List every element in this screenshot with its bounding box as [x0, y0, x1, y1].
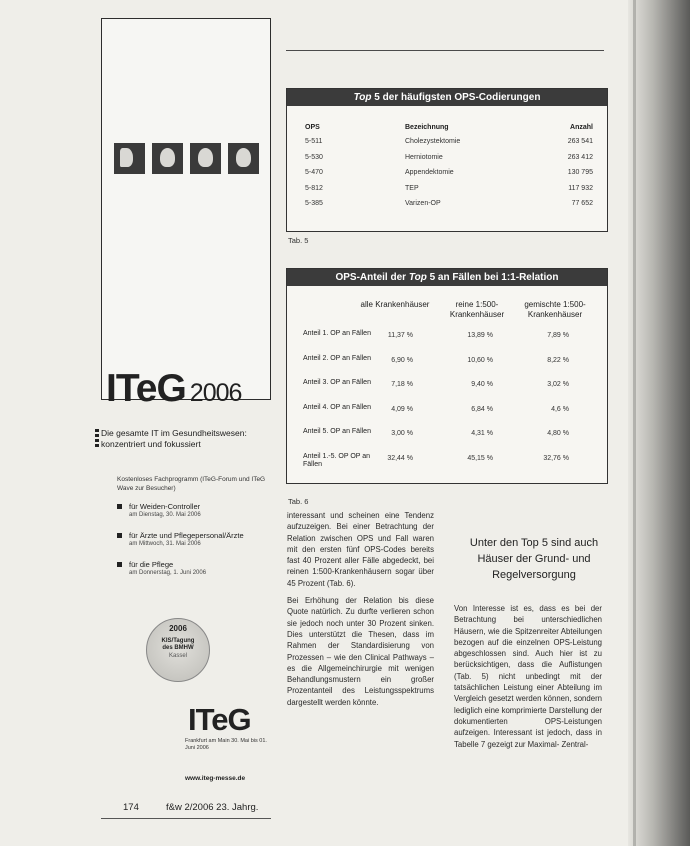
portrait-icons [114, 143, 259, 174]
portrait-icon [152, 143, 183, 174]
table-row: 5-511 Cholezystektomie 263 541 [305, 138, 593, 145]
table-caption: Tab. 5 [288, 236, 309, 245]
table-row: Anteil 4. OP an Fällen 4,09 % 6,84 % 4,6 % [303, 403, 569, 413]
table-row: Anteil 5. OP an Fällen 3,00 % 4,31 % 4,80 % [303, 428, 569, 437]
table-header-row: alle Krankenhäuser reine 1:500-Krankenhäuser gemischte 1:500-Krankenhäuser [360, 300, 586, 319]
table-row: 5-530 Herniotomie 263 412 [305, 153, 593, 161]
iteg-logo-secondary: ITeG [188, 702, 251, 737]
table-ops-share [286, 268, 608, 484]
table-row: Anteil 1.-5. OP OP an Fällen 32,44 % 45,15 % 32,76 % [303, 452, 569, 468]
advert-subtitle: Kostenloses Fachprogramm (ITeG-Forum und ITeG Wave zur Besucher) [117, 476, 266, 492]
table-row: Anteil 1. OP an Fällen 11,37 % 13,89 % 7,89 % [303, 330, 569, 339]
top-rule [286, 50, 604, 51]
conference-badge: 2006 KIS/Tagung des BMHW Kassel [146, 618, 210, 682]
section-heading: Unter den Top 5 sind auch Häuser der Grund- und Regelversorgung [469, 537, 599, 581]
table-title: OPS-Anteil der Top 5 an Fällen bei 1:1-Relation [287, 269, 607, 286]
table-row: 5-812 TEP 117 932 [305, 184, 593, 192]
table-caption: Tab. 6 [288, 497, 309, 506]
page-edge-shadow [628, 0, 690, 846]
session-list [117, 502, 277, 589]
portrait-icon [228, 143, 259, 174]
iteg-advert-box [101, 18, 271, 410]
paragraph: interessant und scheinen eine Tendenz aufzuzeigen. Bei einer Betrachtung der Relation zwischen OPS und Fall waren mit den ersten fünf OPS-Codes bereits fast 40 Prozent aller Fälle abgedeckt, bei reinen 1:500-Krankenhäusern sogar über 45 Prozent (Tab. 6). [287, 511, 434, 588]
table-top5-ops [286, 88, 608, 232]
portrait-icon [190, 143, 221, 174]
advert-tagline: Die gesamte IT im Gesundheitswesen: konzentriert und fokussiert [101, 428, 271, 450]
body-text-right: Von Interesse ist es, dass es bei der Betrachtung bei unterschiedlichen Häusern, wie die Spitzenreiter Abteilungen bezogen auf die einzelnen OPS-Leistung abgeschlossen sind. Auch hier ist zu berücksichtigen, dass die Auflistungen (Tab. 5) nicht unbedingt mit der tatsächlichen Leistung einer Abteilung im Vergleich gesetzt werden können, sondern lediglich eine komprimierte Darstellung der dokumentierten OPS-Leistungen aufzeigen. Interessant ist jedoch, dass in Tabelle 7 gezeigt zur Maximal- Zentral- [454, 604, 602, 749]
table-row: Anteil 2. OP an Fällen 6,90 % 10,60 % 8,22 % [303, 354, 569, 364]
table-title: Top 5 der häufigsten OPS-Codierungen [287, 89, 607, 106]
paragraph: Bei Erhöhung der Relation bis diese Quote natürlich. Zu durfte verlieren schon sie jedoch noch unter 30 Prozent sinken. Dies unterstützt die Thesen, dass im Rahmen der Standardisierung von Prozessen – wie den Clinical Pathways – es die Allgemeinchirurgie mit wenigen Behandlungsmustern ein großer Prozentanteil des Leistungsspektrums dargestellt werden könnte. [287, 596, 434, 707]
session-item: für Ärzte und Pflegepersonal/Ärzte am Mittwoch, 31. Mai 2006 [117, 531, 277, 548]
session-item: für die Pflege am Donnerstag, 1. Juni 2006 [117, 560, 277, 577]
body-text-left [287, 510, 434, 714]
book-spine [633, 0, 636, 846]
table-row: Anteil 3. OP an Fällen 7,18 % 9,40 % 3,02 % [303, 379, 569, 388]
table-row: 5-385 Varizen-OP 77 652 [305, 200, 593, 207]
journal-reference: f&w 2/2006 23. Jahrg. [166, 802, 259, 813]
iteg-url: www.iteg-messe.de [185, 775, 246, 782]
page-number: 174 [123, 802, 139, 813]
table-row: 5-470 Appendektomie 130 795 [305, 169, 593, 176]
portrait-icon [114, 143, 145, 174]
iteg-venue-text: Frankfurt am Main 30. Mai bis 01. Juni 2006 [185, 738, 267, 751]
session-item: für Weiden-Controller am Dienstag, 30. Mai 2006 [117, 502, 277, 519]
iteg-logo: ITeG 2006 [106, 367, 242, 410]
table-header-row: OPS Bezeichnung Anzahl [305, 124, 593, 131]
footer-rule [101, 818, 271, 819]
